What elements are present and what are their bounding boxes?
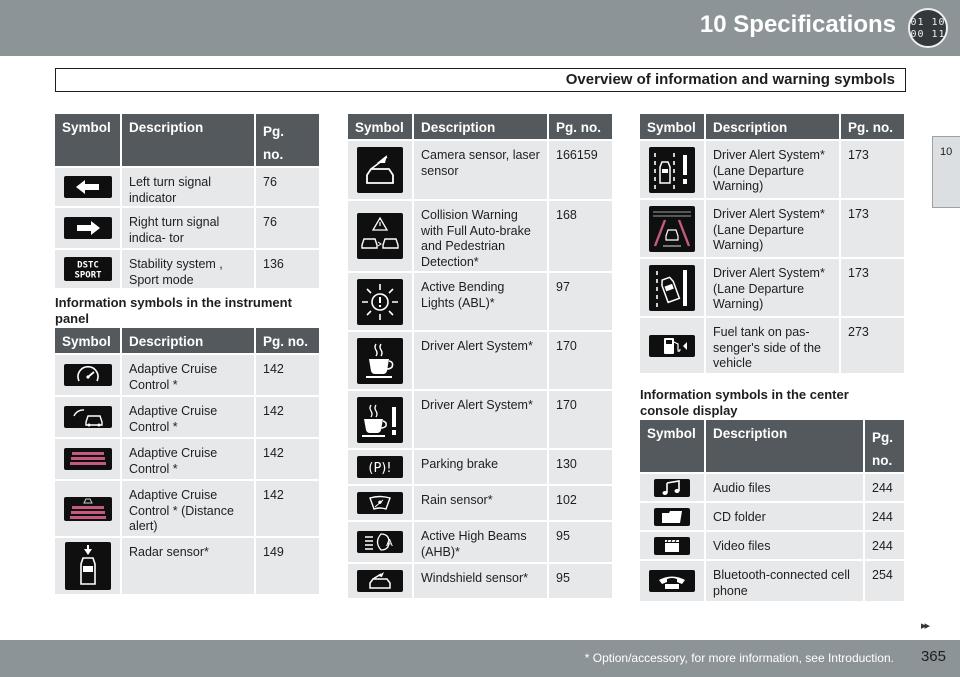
table-row — [640, 318, 904, 375]
col-page — [865, 420, 904, 474]
table-row — [55, 481, 319, 538]
description-cell: Driver Alert System* (Lane Departure Warning) — [706, 259, 841, 318]
table-row — [348, 564, 612, 600]
driver-alert-table — [640, 114, 904, 375]
dstc-label: DSTC — [76, 260, 99, 271]
page-cell: 244 — [865, 532, 904, 561]
col-page-no: no. — [872, 453, 893, 468]
left-arrow-icon — [64, 176, 112, 198]
sensor-symbols-table — [348, 114, 612, 600]
description-cell: Collision Warning with Full Auto-brake and Pedestrian Detection* — [414, 201, 549, 273]
description-cell: Radar sensor* — [122, 538, 256, 596]
table-row — [640, 259, 904, 318]
phone-handset-icon — [649, 570, 695, 592]
page-cell: 102 — [549, 486, 612, 522]
table-row — [640, 141, 904, 200]
coffee-cup-warning-icon — [357, 397, 403, 443]
table-row — [55, 397, 319, 439]
collision-warning-icon — [357, 213, 403, 259]
description-cell: Active High Beams (AHB)* — [414, 522, 549, 564]
table-header-row — [55, 114, 319, 168]
col-symbol: Symbol — [348, 114, 414, 141]
radar-sensor-icon — [65, 542, 111, 590]
symbol-cell — [640, 141, 706, 200]
page-cell: 173 — [841, 200, 904, 259]
symbol-cell — [55, 208, 122, 250]
page-number: 365 — [920, 648, 946, 665]
section-heading-box — [55, 68, 906, 92]
dstc-sport-icon — [64, 257, 112, 281]
camera-sensor-icon — [357, 147, 403, 193]
page-cell: 142 — [256, 439, 319, 481]
table-header-row — [640, 420, 904, 474]
description-cell: Adaptive Cruise Control * — [122, 355, 256, 397]
col-page-pg: Pg. — [872, 430, 894, 445]
symbol-cell — [55, 355, 122, 397]
table-row — [55, 439, 319, 481]
page-cell: 142 — [256, 397, 319, 439]
table-row — [640, 532, 904, 561]
center-console-heading: Information symbols in the center console display — [640, 387, 849, 418]
page-cell: 95 — [549, 522, 612, 564]
symbol-cell — [640, 200, 706, 259]
distance-alert-icon — [64, 497, 112, 521]
col-symbol: Symbol — [640, 420, 706, 474]
table-header-row — [640, 114, 904, 141]
parking-brake-icon — [357, 456, 403, 478]
table-row — [348, 332, 612, 391]
symbol-cell — [55, 397, 122, 439]
side-tab-label: 10 — [940, 146, 953, 158]
symbol-cell — [55, 168, 122, 208]
table-row — [348, 522, 612, 564]
description-cell: Rain sensor* — [414, 486, 549, 522]
page-cell: 273 — [841, 318, 904, 375]
page-cell: 166159 — [549, 141, 612, 201]
symbol-cell — [348, 141, 414, 201]
speedometer-icon — [64, 364, 112, 386]
symbol-cell — [55, 481, 122, 538]
page-cell: 130 — [549, 450, 612, 486]
col-description: Description — [122, 328, 256, 355]
description-cell: Windshield sensor* — [414, 564, 549, 600]
description-cell: Driver Alert System* (Lane Departure Warning) — [706, 141, 841, 200]
sport-label: SPORT — [73, 270, 102, 281]
badge-line-1: 01 10 — [910, 17, 946, 28]
symbol-cell — [55, 439, 122, 481]
page-cell: 142 — [256, 481, 319, 538]
description-cell: Fuel tank on pas- senger's side of the vehicle — [706, 318, 841, 375]
chapter-title: 10 Specifications — [699, 11, 896, 38]
col-page: Pg. no. — [256, 328, 319, 355]
table-row — [348, 486, 612, 522]
page-cell: 170 — [549, 332, 612, 391]
symbol-cell — [55, 538, 122, 596]
description-cell: Stability system , Sport mode — [122, 250, 256, 290]
page-cell: 76 — [256, 168, 319, 208]
table-row — [55, 168, 319, 208]
col-page-pg: Pg. — [263, 124, 285, 139]
col-page-no: no. — [263, 147, 284, 162]
description-cell: Active Bending Lights (ABL)* — [414, 273, 549, 332]
badge-line-2: 00 11 — [910, 29, 946, 40]
symbol-cell — [348, 450, 414, 486]
table-row — [55, 538, 319, 596]
footnote: * Option/accessory, for more information, see Introduction. — [584, 651, 894, 665]
lane-departure-display-icon — [649, 206, 695, 252]
instrument-panel-table — [55, 328, 319, 596]
description-cell: Adaptive Cruise Control * — [122, 439, 256, 481]
table-row — [640, 561, 904, 603]
lane-departure-drift-icon — [649, 265, 695, 311]
cd-folder-icon — [654, 508, 690, 526]
instrument-panel-heading: Information symbols in the instrument panel — [55, 295, 292, 326]
table-header-row — [348, 114, 612, 141]
description-cell: Right turn signal indica- tor — [122, 208, 256, 250]
rain-sensor-icon — [357, 492, 403, 514]
symbol-cell — [640, 474, 706, 503]
symbol-cell — [348, 391, 414, 450]
bending-lights-icon — [357, 279, 403, 325]
fuel-pump-icon — [649, 335, 695, 357]
symbol-cell — [640, 532, 706, 561]
page-footer — [0, 640, 960, 677]
col-description: Description — [414, 114, 549, 141]
col-page: Pg. no. — [841, 114, 904, 141]
page-cell: 136 — [256, 250, 319, 290]
page-cell: 76 — [256, 208, 319, 250]
symbol-cell — [348, 201, 414, 273]
description-cell: Bluetooth-connected cell phone — [706, 561, 865, 603]
description-cell: Driver Alert System* — [414, 332, 549, 391]
page-cell: 95 — [549, 564, 612, 600]
description-cell: Driver Alert System* — [414, 391, 549, 450]
col-symbol: Symbol — [55, 328, 122, 355]
svg-text:A: A — [386, 538, 393, 549]
center-console-table — [640, 420, 904, 603]
symbol-cell — [640, 503, 706, 532]
page-cell: 168 — [549, 201, 612, 273]
page-cell: 254 — [865, 561, 904, 603]
page-header — [0, 0, 960, 56]
right-arrow-icon — [64, 217, 112, 239]
table-header-row — [55, 328, 319, 355]
page-cell: 170 — [549, 391, 612, 450]
music-note-icon — [654, 479, 690, 497]
next-page-arrows-icon[interactable]: ▸▸ — [921, 620, 929, 632]
table-row — [640, 503, 904, 532]
page-cell: 149 — [256, 538, 319, 596]
description-cell: Left turn signal indicator — [122, 168, 256, 208]
windshield-sensor-icon — [357, 570, 403, 592]
page-cell: 244 — [865, 503, 904, 532]
page-cell: 173 — [841, 141, 904, 200]
distance-bars-icon — [64, 448, 112, 470]
description-cell: Camera sensor, laser sensor — [414, 141, 549, 201]
table-row — [55, 208, 319, 250]
description-cell: Audio files — [706, 474, 865, 503]
table-row — [55, 250, 319, 290]
chapter-side-tab[interactable] — [932, 136, 960, 208]
symbol-cell — [348, 486, 414, 522]
table-row — [640, 200, 904, 259]
col-page: Pg. no. — [549, 114, 612, 141]
col-description: Description — [706, 114, 841, 141]
col-symbol: Symbol — [55, 114, 122, 168]
car-distance-icon — [64, 406, 112, 428]
chapter-badge-icon — [908, 8, 948, 48]
table-row — [348, 141, 612, 201]
table-row — [348, 391, 612, 450]
table-row — [348, 201, 612, 273]
symbol-cell — [348, 332, 414, 391]
symbol-cell — [640, 259, 706, 318]
description-cell: Adaptive Cruise Control * — [122, 397, 256, 439]
clapperboard-icon — [654, 537, 690, 555]
symbol-cell — [640, 561, 706, 603]
table-row — [640, 474, 904, 503]
coffee-cup-icon — [357, 338, 403, 384]
page-cell: 97 — [549, 273, 612, 332]
page-cell: 142 — [256, 355, 319, 397]
turn-signal-table — [55, 114, 319, 290]
description-cell: Parking brake — [414, 450, 549, 486]
parking-brake-label: (P)! — [368, 461, 392, 476]
description-cell: Adaptive Cruise Control * (Distance alert) — [122, 481, 256, 538]
table-row — [348, 450, 612, 486]
col-page — [256, 114, 319, 168]
high-beam-auto-icon — [357, 531, 403, 553]
col-description: Description — [706, 420, 865, 474]
table-row — [55, 355, 319, 397]
symbol-cell — [348, 273, 414, 332]
page-cell: 244 — [865, 474, 904, 503]
description-cell: CD folder — [706, 503, 865, 532]
col-description: Description — [122, 114, 256, 168]
table-row — [348, 273, 612, 332]
description-cell: Driver Alert System* (Lane Departure Warning) — [706, 200, 841, 259]
section-heading: Overview of information and warning symbols — [565, 71, 895, 88]
symbol-cell — [640, 318, 706, 375]
symbol-cell — [348, 522, 414, 564]
page-cell: 173 — [841, 259, 904, 318]
symbol-cell — [55, 250, 122, 290]
col-symbol: Symbol — [640, 114, 706, 141]
symbol-cell — [348, 564, 414, 600]
lane-departure-warning-icon — [649, 147, 695, 193]
description-cell: Video files — [706, 532, 865, 561]
